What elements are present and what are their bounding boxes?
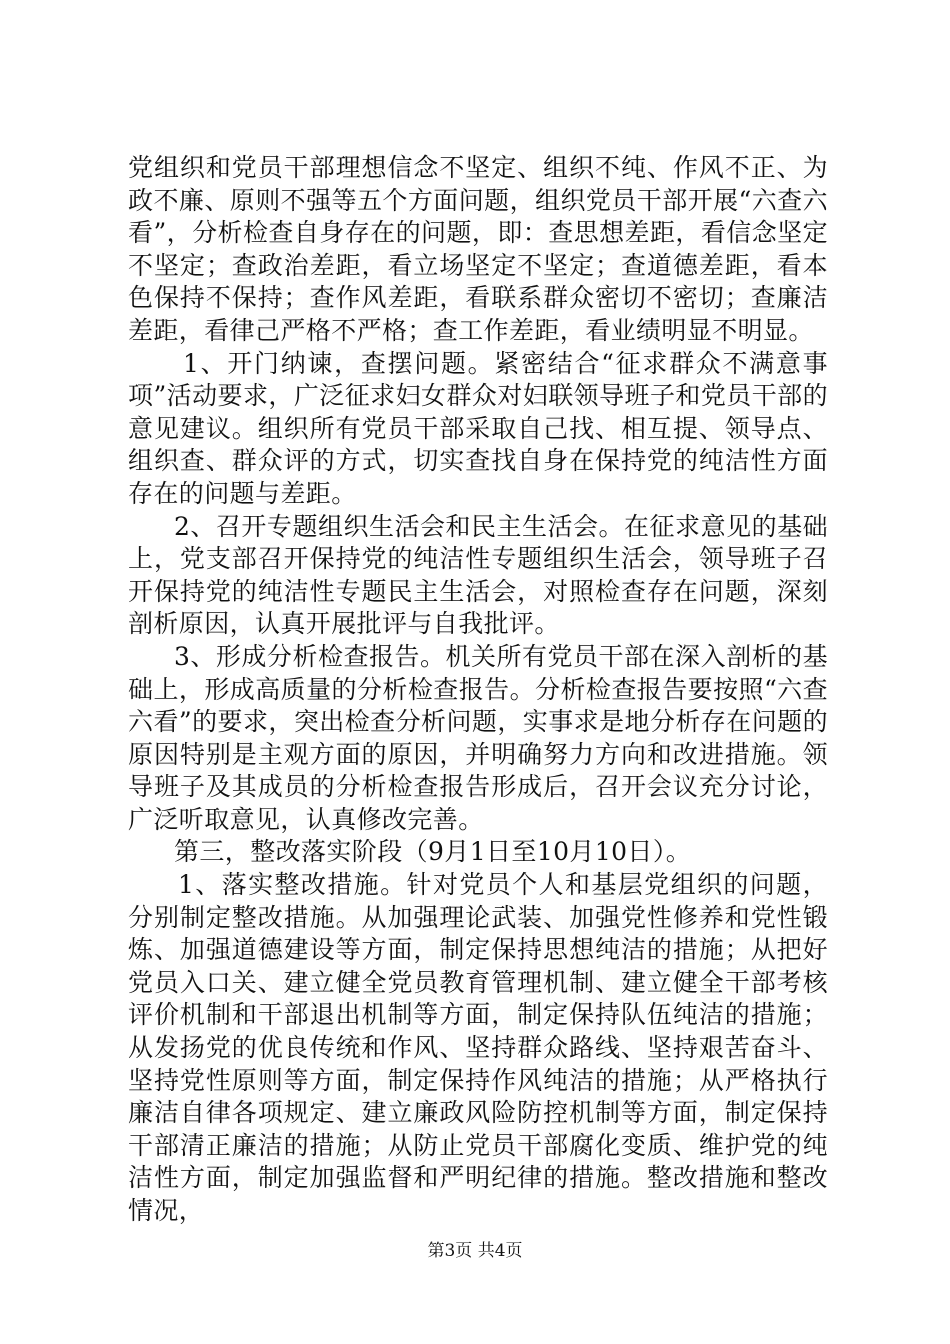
paragraph-open-door: 1、开门纳谏，查摆问题。紧密结合“征求群众不满意事项”活动要求，广泛征求妇女群众对妇联领导班子和党员干部的意见建议。组织所有党员干部采取自己找、相互提、领导点、组织查、群众评的方式，切实查找自身在保持党的纯洁性方面存在的问题与差距。 [128,348,828,508]
paragraph-analysis-report: 3、形成分析检查报告。机关所有党员干部在深入剖析的基础上，形成高质量的分析检查报告。分析检查报告要按照“六查六看”的要求，突出检查分析问题，实事求是地分析存在问题的原因特别是主观方面的原因，并明确努力方向和改进措施。领导班子及其成员的分析检查报告形成后，召开会议充分讨论，广泛听取意见，认真修改完善。 [128,641,828,834]
paragraph-issues-intro: 党组织和党员干部理想信念不坚定、组织不纯、作风不正、为政不廉、原则不强等五个方面问题，组织党员干部开展“六查六看”，分析检查自身存在的问题，即：查思想差距，看信念坚定不坚定；查政治差距，看立场坚定不坚定；查道德差距，看本色保持不保持；查作风差距，看联系群众密切不密切；查廉洁差距，看律己严格不严格；查工作差距，看业绩明显不明显。 [128,153,828,345]
paragraph-special-meetings: 2、召开专题组织生活会和民主生活会。在征求意见的基础上，党支部召开保持党的纯洁性专题组织生活会，领导班子召开保持党的纯洁性专题民主生活会，对照检查存在问题，深刻剖析原因，认真开展批评与自我批评。 [128,511,828,639]
page-number-footer: 第3页 共4页 [427,1241,523,1261]
paragraph-rectification-measures: 1、落实整改措施。针对党员个人和基层党组织的问题，分别制定整改措施。从加强理论武装、加强党性修养和党性锻炼、加强道德建设等方面，制定保持思想纯洁的措施；从把好党员入口关、建立健全党员教育管理机制、建立健全干部考核评价机制和干部退出机制等方面，制定保持队伍纯洁的措施；从发扬党的优良传统和作风、坚持群众路线、坚持艰苦奋斗、坚持党性原则等方面，制定保持作风纯洁的措施；从严格执行廉洁自律各项规定、建立廉政风险防控机制等方面，制定保持干部清正廉洁的措施；从防止党员干部腐化变质、维护党的纯洁性方面，制定加强监督和严明纪律的措施。整改措施和整改情况， [128,870,828,1225]
document-body [128,152,828,1228]
paragraph-phase-three-heading: 第三，整改落实阶段（9月1日至10月10日）。 [174,837,692,867]
